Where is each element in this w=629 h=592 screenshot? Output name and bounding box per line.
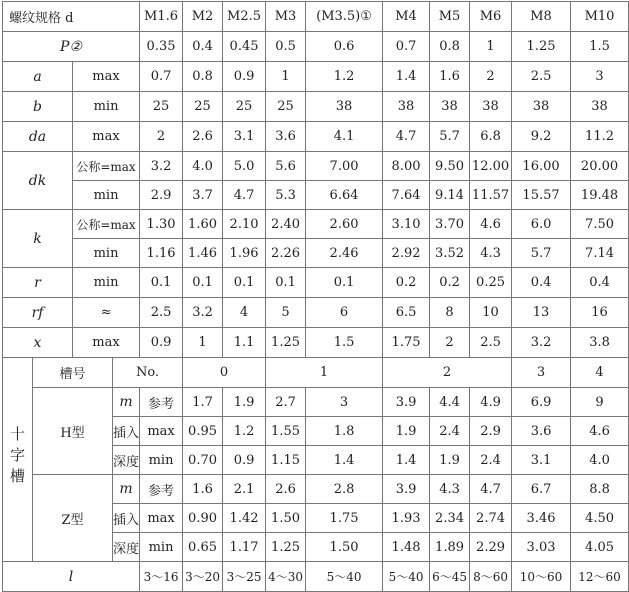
cell: 3.03 xyxy=(512,533,571,562)
cell: 0.5 xyxy=(266,32,306,62)
cell: 2.1 xyxy=(223,475,266,504)
cell: 2.26 xyxy=(266,239,306,268)
cell: 1.2 xyxy=(223,417,266,446)
cell: 2.6 xyxy=(266,475,306,504)
cell: 0.95 xyxy=(183,417,223,446)
size-header: M6 xyxy=(470,2,512,32)
row-unit: min xyxy=(73,92,140,122)
cell: 1.8 xyxy=(306,417,383,446)
cell: 1.25 xyxy=(266,328,306,358)
cell: 3～20 xyxy=(183,562,223,592)
cell: 4.7 xyxy=(383,122,430,152)
cell: 0.1 xyxy=(266,268,306,298)
size-header: M8 xyxy=(512,2,571,32)
cell: 2.5 xyxy=(470,328,512,358)
cell: 3.52 xyxy=(430,239,470,268)
cell: 0.35 xyxy=(140,32,183,62)
cell: 0.25 xyxy=(470,268,512,298)
cell: 1.5 xyxy=(306,328,383,358)
cell: 8～60 xyxy=(470,562,512,592)
cell: 1.9 xyxy=(223,388,266,417)
cell: 6.8 xyxy=(470,122,512,152)
cell: 4.0 xyxy=(183,152,223,181)
size-header: M2.5 xyxy=(223,2,266,32)
row-rf xyxy=(3,298,629,328)
row-da xyxy=(3,122,629,152)
cell: 1 xyxy=(266,62,306,92)
cell: 0.7 xyxy=(140,62,183,92)
cell: 0.2 xyxy=(383,268,430,298)
row-z-m xyxy=(3,475,629,504)
cell: 2.60 xyxy=(306,210,383,239)
screw-spec-table xyxy=(2,1,629,592)
cell: 3～25 xyxy=(223,562,266,592)
cell: 0.1 xyxy=(223,268,266,298)
cell: 1.25 xyxy=(512,32,571,62)
cell: 25 xyxy=(266,92,306,122)
row-label: m xyxy=(113,388,140,417)
cell: 2.40 xyxy=(266,210,306,239)
cell: 1.89 xyxy=(430,533,470,562)
cell: 0.4 xyxy=(512,268,571,298)
insert-label: 插入 xyxy=(113,504,140,533)
cell: 5.0 xyxy=(223,152,266,181)
cell: 15.57 xyxy=(512,181,571,210)
cell: 4.50 xyxy=(571,504,629,533)
cell: 3 xyxy=(306,388,383,417)
cell: 13 xyxy=(512,298,571,328)
cell: 0.1 xyxy=(183,268,223,298)
cell: 5.3 xyxy=(266,181,306,210)
cell: 9 xyxy=(571,388,629,417)
row-label: rf xyxy=(3,298,73,328)
cell: 0.7 xyxy=(383,32,430,62)
cell: 4.3 xyxy=(430,475,470,504)
cell: 1.75 xyxy=(306,504,383,533)
row-unit: min xyxy=(73,268,140,298)
cell: 0.65 xyxy=(183,533,223,562)
row-slot-no xyxy=(3,358,629,388)
row-unit: 参考 xyxy=(140,388,183,417)
cell: 25 xyxy=(223,92,266,122)
row-b xyxy=(3,92,629,122)
cell: 1.6 xyxy=(430,62,470,92)
cell: 25 xyxy=(140,92,183,122)
cell: 3.6 xyxy=(266,122,306,152)
cell: 19.48 xyxy=(571,181,629,210)
row-unit: 参考 xyxy=(140,475,183,504)
cell: 9.50 xyxy=(430,152,470,181)
row-label: l xyxy=(3,562,140,592)
cell: 6.0 xyxy=(512,210,571,239)
size-header: M3 xyxy=(266,2,306,32)
cell: 2 xyxy=(383,358,512,388)
row-label: dk xyxy=(3,152,73,210)
cell: 5～40 xyxy=(383,562,430,592)
cell: 0.45 xyxy=(223,32,266,62)
cell: 6.5 xyxy=(383,298,430,328)
cell: 2.34 xyxy=(430,504,470,533)
cell: 25 xyxy=(183,92,223,122)
cell: 2.5 xyxy=(140,298,183,328)
cell: 2 xyxy=(140,122,183,152)
cell: 2.8 xyxy=(306,475,383,504)
cell: 5.7 xyxy=(512,239,571,268)
cell: 2.10 xyxy=(223,210,266,239)
row-label: x xyxy=(3,328,73,358)
cell: 2.5 xyxy=(512,62,571,92)
cell: 2.6 xyxy=(183,122,223,152)
cell: 4.4 xyxy=(430,388,470,417)
cell: 1 xyxy=(470,32,512,62)
cell: 3.6 xyxy=(512,417,571,446)
row-unit: max xyxy=(140,504,183,533)
cell: 1.50 xyxy=(306,533,383,562)
cell: 3.9 xyxy=(383,388,430,417)
cell: 0.90 xyxy=(183,504,223,533)
cell: 1.93 xyxy=(383,504,430,533)
cell: 3.9 xyxy=(383,475,430,504)
cell: 0.9 xyxy=(223,62,266,92)
row-label: m xyxy=(113,475,140,504)
cell: 1.4 xyxy=(306,446,383,475)
cell: 5～40 xyxy=(306,562,383,592)
thread-spec-title: 螺纹规格 d xyxy=(3,2,140,32)
row-unit: min xyxy=(140,446,183,475)
cell: 1.30 xyxy=(140,210,183,239)
cell: 3.10 xyxy=(383,210,430,239)
cell: 1.48 xyxy=(383,533,430,562)
cell: 2.9 xyxy=(470,417,512,446)
cell: 1.46 xyxy=(183,239,223,268)
cell: 38 xyxy=(430,92,470,122)
cell: 9.2 xyxy=(512,122,571,152)
cell: 2.7 xyxy=(266,388,306,417)
cell: 1.1 xyxy=(223,328,266,358)
cell: 4.6 xyxy=(571,417,629,446)
cell: 6.64 xyxy=(306,181,383,210)
row-unit: max xyxy=(73,122,140,152)
cell: 0.6 xyxy=(306,32,383,62)
size-header: M2 xyxy=(183,2,223,32)
cell: 0.1 xyxy=(306,268,383,298)
cell: 3.70 xyxy=(430,210,470,239)
cell: 16.00 xyxy=(512,152,571,181)
cell: 6～45 xyxy=(430,562,470,592)
cell: 1 xyxy=(183,328,223,358)
cell: 8.00 xyxy=(383,152,430,181)
size-header: M4 xyxy=(383,2,430,32)
cell: 1.5 xyxy=(571,32,629,62)
cell: 0.9 xyxy=(223,446,266,475)
row-label: b xyxy=(3,92,73,122)
cell: 3.7 xyxy=(183,181,223,210)
row-dk-min xyxy=(3,181,629,210)
row-x xyxy=(3,328,629,358)
cell: 6 xyxy=(306,298,383,328)
cell: 1.96 xyxy=(223,239,266,268)
row-p xyxy=(3,32,629,62)
cell: 6.7 xyxy=(512,475,571,504)
cell: 1.6 xyxy=(183,475,223,504)
cell: 4.05 xyxy=(571,533,629,562)
cell: 1.7 xyxy=(183,388,223,417)
row-label: r xyxy=(3,268,73,298)
cell: 2.92 xyxy=(383,239,430,268)
cell: 3～16 xyxy=(140,562,183,592)
cell: 2.4 xyxy=(430,417,470,446)
h-type-label: H型 xyxy=(33,388,113,475)
cell: 3.2 xyxy=(140,152,183,181)
cell: 11.57 xyxy=(470,181,512,210)
row-unit: max xyxy=(73,62,140,92)
cell: 1.25 xyxy=(266,533,306,562)
cell: 11.2 xyxy=(571,122,629,152)
size-header: M5 xyxy=(430,2,470,32)
cell: 3.46 xyxy=(512,504,571,533)
row-unit: 公称=max xyxy=(73,152,140,181)
cell: 4 xyxy=(571,358,629,388)
cell: 4.1 xyxy=(306,122,383,152)
row-k-max xyxy=(3,210,629,239)
cell: 1.17 xyxy=(223,533,266,562)
insert-label: 插入 xyxy=(113,417,140,446)
cell: 38 xyxy=(512,92,571,122)
cell: 38 xyxy=(470,92,512,122)
cell: 2.74 xyxy=(470,504,512,533)
cell: 1.15 xyxy=(266,446,306,475)
size-header: (M3.5)① xyxy=(306,2,383,32)
cell: 3.8 xyxy=(571,328,629,358)
cell: 4.7 xyxy=(223,181,266,210)
depth-label: 深度 xyxy=(113,533,140,562)
cell: 0.4 xyxy=(571,268,629,298)
cell: 10 xyxy=(470,298,512,328)
cell: 16 xyxy=(571,298,629,328)
row-unit: No. xyxy=(113,358,183,388)
cell: 2.46 xyxy=(306,239,383,268)
row-unit: max xyxy=(140,417,183,446)
cell: 4.3 xyxy=(470,239,512,268)
cell: 4.0 xyxy=(571,446,629,475)
cell: 8.8 xyxy=(571,475,629,504)
cell: 6.9 xyxy=(512,388,571,417)
cell: 1 xyxy=(266,358,383,388)
cell: 0.70 xyxy=(183,446,223,475)
row-label: a xyxy=(3,62,73,92)
cell: 3.1 xyxy=(223,122,266,152)
cell: 5.6 xyxy=(266,152,306,181)
row-unit: ≈ xyxy=(73,298,140,328)
cell: 1.16 xyxy=(140,239,183,268)
row-unit: 公称=max xyxy=(73,210,140,239)
cell: 1.75 xyxy=(383,328,430,358)
cell: 0 xyxy=(183,358,266,388)
cell: 0.8 xyxy=(430,32,470,62)
cell: 1.55 xyxy=(266,417,306,446)
cell: 7.50 xyxy=(571,210,629,239)
cell: 1.2 xyxy=(306,62,383,92)
cell: 1.42 xyxy=(223,504,266,533)
cell: 0.2 xyxy=(430,268,470,298)
cell: 10～60 xyxy=(512,562,571,592)
cell: 7.00 xyxy=(306,152,383,181)
cell: 1.9 xyxy=(430,446,470,475)
row-dk-max xyxy=(3,152,629,181)
z-type-label: Z型 xyxy=(33,475,113,562)
cell: 12～60 xyxy=(571,562,629,592)
row-label: 槽号 xyxy=(33,358,113,388)
cell: 3.2 xyxy=(512,328,571,358)
cell: 4 xyxy=(223,298,266,328)
cell: 2.4 xyxy=(470,446,512,475)
cell: 4～30 xyxy=(266,562,306,592)
cell: 2.9 xyxy=(140,181,183,210)
cell: 9.14 xyxy=(430,181,470,210)
cell: 5.7 xyxy=(430,122,470,152)
cell: 38 xyxy=(383,92,430,122)
row-unit: min xyxy=(140,533,183,562)
cell: 4.9 xyxy=(470,388,512,417)
cell: 0.1 xyxy=(140,268,183,298)
cell: 2 xyxy=(430,328,470,358)
row-label: P② xyxy=(3,32,140,62)
cell: 38 xyxy=(306,92,383,122)
depth-label: 深度 xyxy=(113,446,140,475)
cell: 1.9 xyxy=(383,417,430,446)
cell: 5 xyxy=(266,298,306,328)
cell: 1.60 xyxy=(183,210,223,239)
cell: 4.6 xyxy=(470,210,512,239)
row-label: k xyxy=(3,210,73,268)
row-k-min xyxy=(3,239,629,268)
cell: 8 xyxy=(430,298,470,328)
size-header: M10 xyxy=(571,2,629,32)
cell: 7.64 xyxy=(383,181,430,210)
cell: 4.7 xyxy=(470,475,512,504)
cell: 3 xyxy=(512,358,571,388)
row-a xyxy=(3,62,629,92)
size-header: M1.6 xyxy=(140,2,183,32)
cell: 2 xyxy=(470,62,512,92)
row-unit: max xyxy=(73,328,140,358)
row-unit: min xyxy=(73,181,140,210)
row-h-m xyxy=(3,388,629,417)
row-label: da xyxy=(3,122,73,152)
row-l xyxy=(3,562,629,592)
cell: 3.1 xyxy=(512,446,571,475)
cell: 3.2 xyxy=(183,298,223,328)
cell: 1.4 xyxy=(383,446,430,475)
cross-recess-label: 十字槽 xyxy=(3,358,33,562)
cell: 1.50 xyxy=(266,504,306,533)
cell: 20.00 xyxy=(571,152,629,181)
cell: 12.00 xyxy=(470,152,512,181)
row-unit: min xyxy=(73,239,140,268)
cell: 7.14 xyxy=(571,239,629,268)
header-row xyxy=(3,2,629,32)
cell: 0.8 xyxy=(183,62,223,92)
cell: 0.9 xyxy=(140,328,183,358)
cell: 0.4 xyxy=(183,32,223,62)
cell: 2.29 xyxy=(470,533,512,562)
row-r xyxy=(3,268,629,298)
cell: 38 xyxy=(571,92,629,122)
cell: 3 xyxy=(571,62,629,92)
cell: 1.4 xyxy=(383,62,430,92)
